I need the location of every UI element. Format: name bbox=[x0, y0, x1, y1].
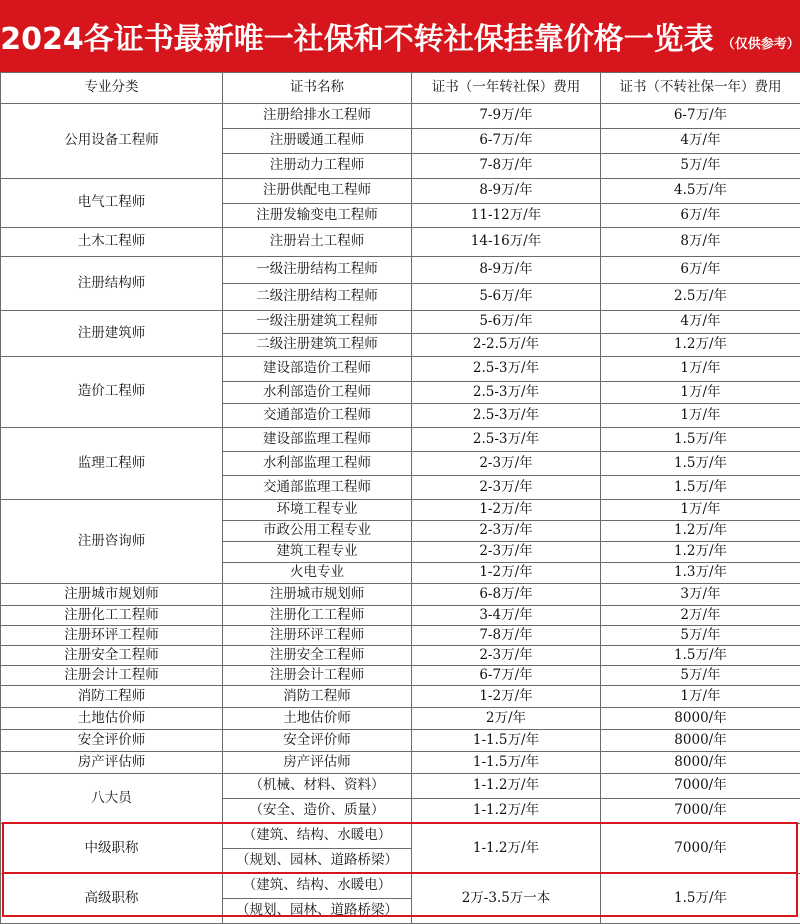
price-without-ss-cell: 2.5万/年 bbox=[601, 284, 800, 311]
price-without-ss-cell: 8万/年 bbox=[601, 228, 800, 257]
price-with-ss-cell: 1-2万/年 bbox=[412, 686, 601, 708]
price-without-ss-cell: 1万/年 bbox=[601, 382, 800, 404]
cert-name-cell: 土地估价师 bbox=[223, 708, 412, 730]
price-with-ss-cell: 6-7万/年 bbox=[412, 129, 601, 154]
cert-name-cell: 注册化工工程师 bbox=[223, 606, 412, 626]
price-with-ss-cell: 7-9万/年 bbox=[412, 104, 601, 129]
price-without-ss-cell: 4万/年 bbox=[601, 129, 800, 154]
category-cell: 监理工程师 bbox=[1, 428, 223, 500]
price-with-ss-cell: 1-2万/年 bbox=[412, 500, 601, 521]
price-without-ss-cell: 1万/年 bbox=[601, 500, 800, 521]
cert-name-cell: 房产评估师 bbox=[223, 752, 412, 774]
cert-name-cell: 注册环评工程师 bbox=[223, 626, 412, 646]
price-without-ss-cell: 1.5万/年 bbox=[601, 476, 800, 500]
price-without-ss-cell: 1.2万/年 bbox=[601, 542, 800, 563]
table-row bbox=[1, 179, 800, 204]
col-header-without-social-security: 证书（不转社保一年）费用 bbox=[601, 73, 800, 104]
price-without-ss-cell: 7000/年 bbox=[601, 774, 800, 799]
cert-name-cell: 市政公用工程专业 bbox=[223, 521, 412, 542]
price-with-ss-cell: 5-6万/年 bbox=[412, 311, 601, 334]
price-table bbox=[0, 72, 800, 924]
table-row bbox=[1, 666, 800, 686]
price-without-ss-cell: 6-7万/年 bbox=[601, 104, 800, 129]
table-body bbox=[1, 104, 800, 924]
price-without-ss-cell: 5万/年 bbox=[601, 626, 800, 646]
price-without-ss-cell: 1.5万/年 bbox=[601, 646, 800, 666]
table-row bbox=[1, 428, 800, 452]
price-with-ss-cell: 2.5-3万/年 bbox=[412, 382, 601, 404]
cert-name-cell: （安全、造价、质量） bbox=[223, 799, 412, 824]
price-without-ss-cell: 8000/年 bbox=[601, 752, 800, 774]
cert-name-cell: 安全评价师 bbox=[223, 730, 412, 752]
cert-name-cell: 注册城市规划师 bbox=[223, 584, 412, 606]
price-without-ss-cell: 5万/年 bbox=[601, 154, 800, 179]
price-with-ss-cell: 2-3万/年 bbox=[412, 646, 601, 666]
table-row bbox=[1, 500, 800, 521]
category-cell: 注册城市规划师 bbox=[1, 584, 223, 606]
category-cell: 公用设备工程师 bbox=[1, 104, 223, 179]
cert-name-cell: 环境工程专业 bbox=[223, 500, 412, 521]
cert-name-cell: 注册供配电工程师 bbox=[223, 179, 412, 204]
price-without-ss-cell: 1.2万/年 bbox=[601, 334, 800, 357]
header-row bbox=[1, 73, 800, 104]
price-without-ss-cell: 1.5万/年 bbox=[601, 428, 800, 452]
price-with-ss-cell: 2.5-3万/年 bbox=[412, 357, 601, 382]
category-cell: 注册安全工程师 bbox=[1, 646, 223, 666]
cert-name-cell: （机械、材料、资料） bbox=[223, 774, 412, 799]
category-cell: 八大员 bbox=[1, 774, 223, 824]
title-scope-cell: （建筑、结构、水暖电） bbox=[223, 824, 412, 849]
cert-name-cell: 一级注册建筑工程师 bbox=[223, 311, 412, 334]
category-cell: 房产评估师 bbox=[1, 752, 223, 774]
cert-name-cell: 二级注册结构工程师 bbox=[223, 284, 412, 311]
cert-name-cell: 一级注册结构工程师 bbox=[223, 257, 412, 284]
table-row bbox=[1, 104, 800, 129]
price-with-ss-cell: 2-3万/年 bbox=[412, 476, 601, 500]
price-without-ss-cell: 1.5万/年 bbox=[601, 452, 800, 476]
table-row bbox=[1, 311, 800, 334]
col-header-with-social-security: 证书（一年转社保）费用 bbox=[412, 73, 601, 104]
price-without-ss-cell: 6万/年 bbox=[601, 204, 800, 228]
title-category-cell: 中级职称 bbox=[1, 824, 223, 874]
price-with-ss-cell: 2万-3.5万一本 bbox=[412, 874, 601, 924]
title-scope-cell: （建筑、结构、水暖电） bbox=[223, 874, 412, 899]
table-row bbox=[1, 606, 800, 626]
price-with-ss-cell: 2.5-3万/年 bbox=[412, 404, 601, 428]
price-with-ss-cell: 3-4万/年 bbox=[412, 606, 601, 626]
cert-name-cell: 注册动力工程师 bbox=[223, 154, 412, 179]
price-without-ss-cell: 1万/年 bbox=[601, 357, 800, 382]
price-without-ss-cell: 4万/年 bbox=[601, 311, 800, 334]
category-cell: 注册咨询师 bbox=[1, 500, 223, 584]
table-row bbox=[1, 752, 800, 774]
price-with-ss-cell: 2-3万/年 bbox=[412, 521, 601, 542]
price-without-ss-cell: 2万/年 bbox=[601, 606, 800, 626]
cert-name-cell: 建设部造价工程师 bbox=[223, 357, 412, 382]
price-with-ss-cell: 1-2万/年 bbox=[412, 563, 601, 584]
category-cell: 注册结构师 bbox=[1, 257, 223, 311]
price-without-ss-cell: 1万/年 bbox=[601, 686, 800, 708]
page-title: 2024各证书最新唯一社保和不转社保挂靠价格一览表 bbox=[0, 14, 714, 58]
category-cell: 注册环评工程师 bbox=[1, 626, 223, 646]
category-cell: 安全评价师 bbox=[1, 730, 223, 752]
price-without-ss-cell: 4.5万/年 bbox=[601, 179, 800, 204]
price-with-ss-cell: 1-1.2万/年 bbox=[412, 774, 601, 799]
cert-name-cell: 注册安全工程师 bbox=[223, 646, 412, 666]
category-cell: 电气工程师 bbox=[1, 179, 223, 228]
price-with-ss-cell: 8-9万/年 bbox=[412, 257, 601, 284]
cert-name-cell: 注册给排水工程师 bbox=[223, 104, 412, 129]
price-with-ss-cell: 6-8万/年 bbox=[412, 584, 601, 606]
price-without-ss-cell: 1.3万/年 bbox=[601, 563, 800, 584]
price-with-ss-cell: 2-3万/年 bbox=[412, 542, 601, 563]
price-without-ss-cell: 3万/年 bbox=[601, 584, 800, 606]
price-with-ss-cell: 1-1.2万/年 bbox=[412, 824, 601, 874]
category-cell: 消防工程师 bbox=[1, 686, 223, 708]
cert-name-cell: 注册岩土工程师 bbox=[223, 228, 412, 257]
price-table-container bbox=[0, 72, 800, 918]
title-note: （仅供参考） bbox=[722, 33, 800, 52]
cert-name-cell: 消防工程师 bbox=[223, 686, 412, 708]
title-scope-cell: （规划、园林、道路桥梁） bbox=[223, 849, 412, 874]
price-with-ss-cell: 5-6万/年 bbox=[412, 284, 601, 311]
price-with-ss-cell: 2-3万/年 bbox=[412, 452, 601, 476]
price-without-ss-cell: 1万/年 bbox=[601, 404, 800, 428]
category-cell: 造价工程师 bbox=[1, 357, 223, 428]
price-with-ss-cell: 2万/年 bbox=[412, 708, 601, 730]
cert-name-cell: 交通部监理工程师 bbox=[223, 476, 412, 500]
price-with-ss-cell: 6-7万/年 bbox=[412, 666, 601, 686]
table-row bbox=[1, 626, 800, 646]
table-row bbox=[1, 257, 800, 284]
price-with-ss-cell: 7-8万/年 bbox=[412, 154, 601, 179]
cert-name-cell: 水利部监理工程师 bbox=[223, 452, 412, 476]
price-without-ss-cell: 1.5万/年 bbox=[601, 874, 800, 924]
title-category-cell: 高级职称 bbox=[1, 874, 223, 924]
cert-name-cell: 注册发输变电工程师 bbox=[223, 204, 412, 228]
cert-name-cell: 火电专业 bbox=[223, 563, 412, 584]
category-cell: 注册化工工程师 bbox=[1, 606, 223, 626]
price-with-ss-cell: 14-16万/年 bbox=[412, 228, 601, 257]
price-with-ss-cell: 1-1.5万/年 bbox=[412, 752, 601, 774]
col-header-cert-name: 证书名称 bbox=[223, 73, 412, 104]
price-with-ss-cell: 11-12万/年 bbox=[412, 204, 601, 228]
price-without-ss-cell: 7000/年 bbox=[601, 824, 800, 874]
table-row bbox=[1, 646, 800, 666]
table-row bbox=[1, 228, 800, 257]
price-with-ss-cell: 1-1.2万/年 bbox=[412, 799, 601, 824]
table-row bbox=[1, 774, 800, 799]
title-banner bbox=[0, 0, 800, 72]
col-header-category: 专业分类 bbox=[1, 73, 223, 104]
cert-name-cell: 注册会计工程师 bbox=[223, 666, 412, 686]
table-row bbox=[1, 686, 800, 708]
price-without-ss-cell: 8000/年 bbox=[601, 708, 800, 730]
cert-name-cell: 水利部造价工程师 bbox=[223, 382, 412, 404]
price-without-ss-cell: 8000/年 bbox=[601, 730, 800, 752]
table-row bbox=[1, 584, 800, 606]
table-row bbox=[1, 730, 800, 752]
price-with-ss-cell: 2.5-3万/年 bbox=[412, 428, 601, 452]
price-without-ss-cell: 6万/年 bbox=[601, 257, 800, 284]
category-cell: 土地估价师 bbox=[1, 708, 223, 730]
category-cell: 土木工程师 bbox=[1, 228, 223, 257]
table-row bbox=[1, 874, 800, 899]
table-row bbox=[1, 708, 800, 730]
category-cell: 注册会计工程师 bbox=[1, 666, 223, 686]
cert-name-cell: 交通部造价工程师 bbox=[223, 404, 412, 428]
price-with-ss-cell: 1-1.5万/年 bbox=[412, 730, 601, 752]
title-scope-cell: （规划、园林、道路桥梁） bbox=[223, 899, 412, 924]
price-without-ss-cell: 5万/年 bbox=[601, 666, 800, 686]
cert-name-cell: 二级注册建筑工程师 bbox=[223, 334, 412, 357]
cert-name-cell: 建筑工程专业 bbox=[223, 542, 412, 563]
cert-name-cell: 注册暖通工程师 bbox=[223, 129, 412, 154]
table-row bbox=[1, 357, 800, 382]
category-cell: 注册建筑师 bbox=[1, 311, 223, 357]
table-row bbox=[1, 824, 800, 849]
price-without-ss-cell: 1.2万/年 bbox=[601, 521, 800, 542]
price-without-ss-cell: 7000/年 bbox=[601, 799, 800, 824]
price-with-ss-cell: 8-9万/年 bbox=[412, 179, 601, 204]
cert-name-cell: 建设部监理工程师 bbox=[223, 428, 412, 452]
price-with-ss-cell: 2-2.5万/年 bbox=[412, 334, 601, 357]
price-with-ss-cell: 7-8万/年 bbox=[412, 626, 601, 646]
